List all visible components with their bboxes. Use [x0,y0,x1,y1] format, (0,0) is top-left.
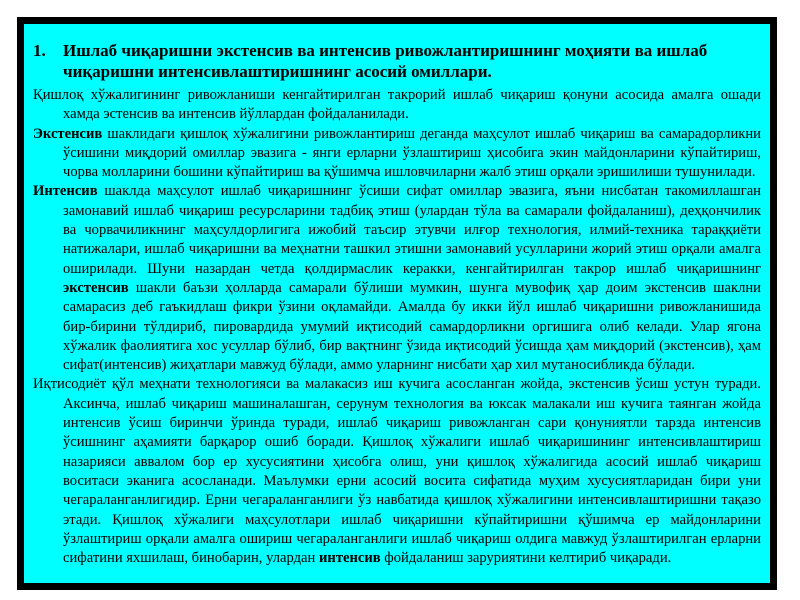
term-extensive-inline: экстенсив [63,279,129,296]
paragraph-intro-text: Қишлоқ хўжалигининг ривожланиши кенгайтирилган такрорий ишлаб чиқариш қонуни асосида амалга ошади хамда эстенсив ва интенсив йўллардан фойдаланилади. [33,87,761,123]
term-intensive-inline: интенсив [319,550,381,567]
section-heading [33,40,761,82]
paragraph-economy-text-a: Иқтисодиёт қўл меҳнати технологияси ва малакасиз иш кучига асосланган жойда, экстенсив ўсиш устун туради. Аксинча, ишлаб чиқариш машиналашган, серунум технология ва юксак малакали иш кучига таянган жойда интенсив ўсиш биринчи ўринда туради, ишлаб чиқариш ривожланган сари қонуниятли тарзда интенсив ўсишнинг аҳамияти барқарор ошиб боради. Қишлоқ хўжалиги ишлаб чиқаришининг интенсивлаштириш назарияси аввалом бор ер хусусиятини ҳисобга олиш, уни қишлоқ хўжалигида асосий ишлаб чиқариш воситаси эканига асосланади. Маълумки ерни асосий восита сифатида муҳим хусусиятларидан бири уни чегараланганлигидир. Ерни чегараланганлиги ўз навбатида қишлоқ хўжалигини интенсивлаштиришни тақазо этади. Қишлоқ хўжалиги маҳсулотлари ишлаб чиқаришни кўпайтиришни қўшимча ер майдонларини ўзлаштириш орқали амалга ошириш чегараланганлиги ишлаб чиқариш олдига мавжуд ўзлаштирилган ерларни сифатини яхшилаш, бинобарин, улардан [33,376,761,567]
paragraph-economy-text-b: фойдаланиш заруриятини келтириб чиқаради. [380,550,672,567]
paragraph-economy [33,375,761,568]
paragraph-intensive-text-a: шаклда маҳсулот ишлаб чиқаришнинг ўсиши сифат омиллар эвазига, яъни нисбатан такомиллашган замонавий ишлаб чиқариш ресурсларини тадбиқ этиш (улардан тўла ва самарали фойдаланиш), деҳқончилик ва чорвачиликнинг маҳсулдорлигига ижобий таъсир этувчи илғор технология, илмий-техника тараққиёти натижалари, ишлаб чиқаришни ва меҳнатни ташкил этишни замонавий усулларини жорий этиш орқали амалга оширилади. Шуни назардан четда қолдирмаслик керакки, кенгайтирилган такрор ишлаб чиқаришнинг [63,183,761,277]
heading-text: Ишлаб чиқаришни экстенсив ва интенсив ривожлантиришнинг моҳияти ва ишлаб чиқаришни интенсивлаштиришнинг асосий омиллари. [63,41,708,81]
paragraph-extensive [33,125,761,183]
term-intensive: Интенсив [33,183,98,200]
term-extensive: Экстенсив [33,125,103,142]
paragraph-intro [33,86,761,125]
slide [17,17,777,590]
paragraph-intensive-text-b: шакли баъзи ҳолларда самарали бўлиши мумкин, шунга мувофиқ ҳар доим экстенсив шаклни самарасиз деб гаъкидлаш фикри ўзини оқламайди. Амалда бу икки йўл ишлаб чиқаришни ривожланишида бир-бирини тўлдириб, пировардида умумий иқтисодий самардорликни оргишига олиб келади. Улар ягона хўжалик фаолиятига хос усуллар бўлиб, бир вақтнинг ўзида иқтисодий ўсишда ҳам миқдорий (экстенсив), ҳам сифат(интенсив) жиҳатлари мавжуд бўлади, аммо уларнинг нисбати ҳар хил мутаносибликда бўлади. [63,279,761,374]
paragraph-intensive [33,182,761,375]
paragraph-extensive-text: шаклидаги қишлоқ хўжалигини ривожлантириш деганда маҳсулот ишлаб чиқариш ва самарадорликни ўсишини миқдорий омиллар эвазига - янги ерларни ўзлаштириш ҳисобига экин майдонларини кўпайтириш, чорва молларини бошини кўпайтириш ва қўшимча ишловчиларни жалб этиш орқали эришилиши тушунилади. [63,125,761,181]
heading-number: 1. [33,41,46,60]
